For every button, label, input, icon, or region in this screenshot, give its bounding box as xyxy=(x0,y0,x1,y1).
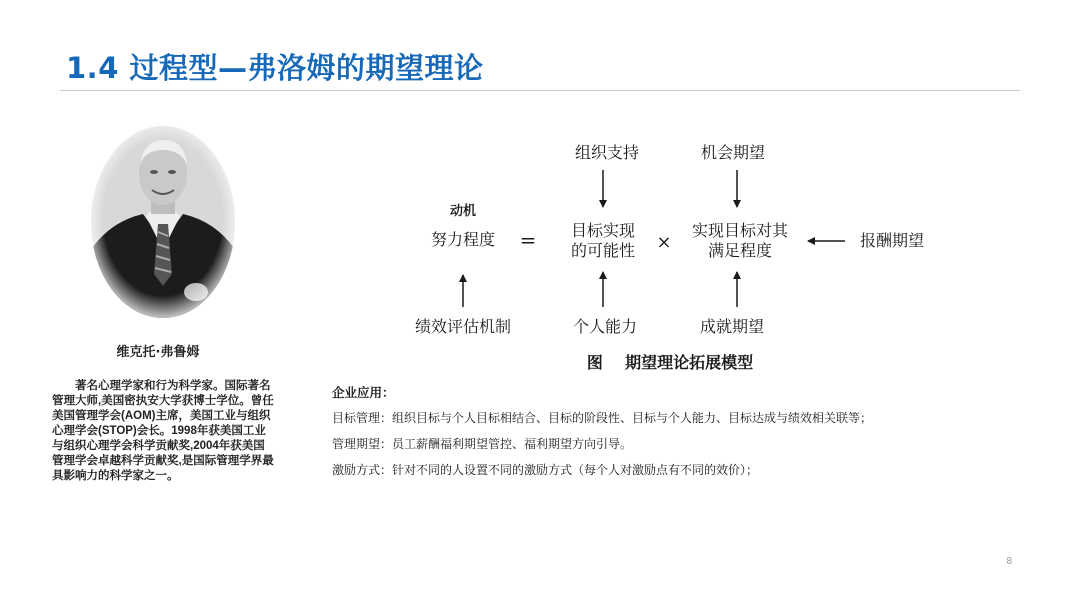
enterprise-applications xyxy=(332,383,1032,487)
label-probability-line2: 的可能性 xyxy=(570,241,636,260)
application-item-incentive-methods: 激励方式：针对不同的人设置不同的激励方式（每个人对激励点有不同的效价）； xyxy=(332,463,759,477)
label-achievement-expectation: 成就期望 xyxy=(699,317,765,336)
label-effort: 努力程度 xyxy=(430,230,496,249)
portrait-photo xyxy=(88,124,238,320)
label-performance-eval: 绩效评估机制 xyxy=(414,317,512,336)
diagram-caption: 图 期望理论拓展模型 xyxy=(586,353,754,372)
page-title: 1.4 过程型—弗洛姆的期望理论 xyxy=(66,51,484,85)
person-name: 维克托·弗鲁姆 xyxy=(116,345,200,360)
equals-sign: = xyxy=(519,228,537,252)
times-sign: × xyxy=(656,232,672,253)
label-opportunity-expectation: 机会期望 xyxy=(700,143,766,162)
application-item-expectation-management: 管理期望：员工薪酬福利期望管控、福利期望方向引导。 xyxy=(332,437,633,451)
person-bio: 著名心理学家和行为科学家。国际著名管理大师,美国密执安大学获博士学位。曾任美国管理学会(AOM)主席，美国工业与组织心理学会(STOP)会长。1998年获美国工业与组织心理学会科学贡献奖,2004年获美国管理学会卓越科学贡献奖,是国际管理学界最具影响力的科学家之一。 xyxy=(52,380,274,482)
label-reward-expectation: 报酬期望 xyxy=(859,231,925,250)
application-item-goal-management: 目标管理：组织目标与个人目标相结合、目标的阶段性、目标与个人能力、目标达成与绩效相关联等； xyxy=(332,411,873,425)
label-ability: 个人能力 xyxy=(572,317,638,336)
label-motive: 动机 xyxy=(449,204,477,219)
applications-heading: 企业应用： xyxy=(332,385,395,400)
title-divider xyxy=(60,90,1020,91)
label-probability-line1: 目标实现 xyxy=(570,221,636,240)
label-org-support: 组织支持 xyxy=(574,143,640,162)
label-satisfaction-line1: 实现目标对其 xyxy=(691,221,789,240)
label-satisfaction-line2: 满足程度 xyxy=(707,241,773,260)
page-number: 8 xyxy=(1006,556,1012,567)
